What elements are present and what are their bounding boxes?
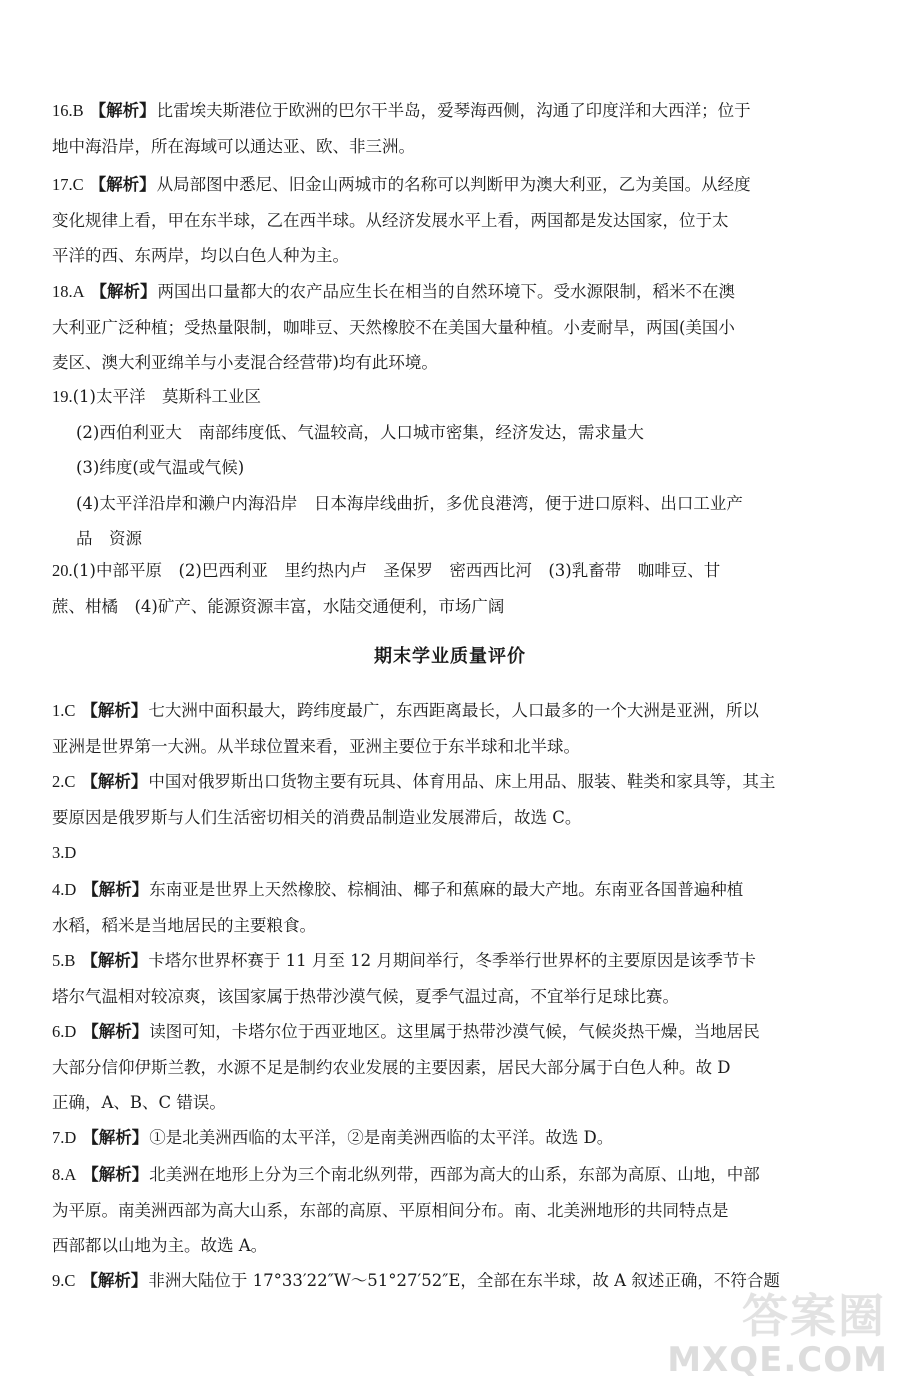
watermark-logo: 答案圈	[742, 1289, 886, 1343]
answer-text-line: (1)太平洋 莫斯科工业区	[72, 387, 261, 406]
answer-text-line: 比雷埃夫斯港位于欧洲的巴尔干半岛，爱琴海西侧，沟通了印度洋和大西洋；位于	[156, 101, 751, 120]
answer-text-line: 亚洲是世界第一大洲。从半球位置来看，亚洲主要位于东半球和北半球。	[52, 736, 580, 756]
answer-7	[52, 1120, 852, 1156]
answer-text-line: 为平原。南美洲西部为高大山系，东部的高原、平原相间分布。南、北美洲地形的共同特点是	[52, 1200, 729, 1220]
answer-text-line: 两国出口量都大的农产品应生长在相当的自然环境下。受水源限制，稻米不在澳	[157, 282, 736, 301]
answer-number: 4.D	[52, 880, 77, 899]
answer-text-line: 七大洲中面积最大，跨纬度最广，东西距离最长，人口最多的一个大洲是亚洲，所以	[148, 701, 759, 720]
answer-text-line: (2)西伯利亚大 南部纬度低、气温较高，人口城市密集，经济发达，需求量大	[76, 422, 644, 442]
answer-number: 19.	[52, 387, 73, 406]
answer-1	[52, 693, 852, 764]
answer-number: 16.B	[52, 101, 84, 120]
answer-6	[52, 1014, 852, 1121]
answer-text-line: 北美洲在地形上分为三个南北纵列带，西部为高大的山系，东部为高原、山地，中部	[149, 1165, 760, 1184]
answer-text-line: 品 资源	[76, 529, 142, 548]
answer-text-line: 地中海沿岸，所在海域可以通达亚、欧、非三洲。	[52, 136, 415, 156]
answer-text-line: 东南亚是世界上天然橡胶、棕榈油、椰子和蕉麻的最大产地。东南亚各国普遍种植	[149, 880, 744, 899]
answer-16	[52, 93, 852, 164]
answer-number: 17.C	[52, 175, 84, 194]
answer-text-line: ①是北美洲西临的太平洋，②是南美洲西临的太平洋。故选 D。	[149, 1128, 614, 1147]
answer-text-line: 从局部图中悉尼、旧金山两城市的名称可以判断甲为澳大利亚，乙为美国。从经度	[156, 175, 751, 194]
answer-text-line: (3)纬度(或气温或气候)	[76, 458, 245, 477]
answer-text-line: 平洋的西、东两岸，均以白色人种为主。	[52, 246, 349, 265]
answer-text-line: 非洲大陆位于 17°33′22″W～51°27′52″E，全部在东半球，故 A 叙述正确，不符合题	[148, 1271, 780, 1290]
answer-text-line: 读图可知，卡塔尔位于西亚地区。这里属于热带沙漠气候，气候炎热干燥，当地居民	[149, 1022, 760, 1041]
answer-20	[52, 553, 852, 624]
answer-number: 7.D	[52, 1128, 77, 1147]
analysis-tag: 【解析】	[89, 175, 156, 194]
answer-text-line: (4)太平洋沿岸和濑户内海沿岸 日本海岸线曲折，多优良港湾，便于进口原料、出口工业产	[76, 493, 743, 513]
answer-text-line: 卡塔尔世界杯赛于 11 月至 12 月期间举行，冬季举行世界杯的主要原因是该季节卡	[148, 951, 756, 970]
answer-text-line: 变化规律上看，甲在东半球，乙在西半球。从经济发展水平上看，两国都是发达国家，位于太	[52, 210, 729, 230]
analysis-tag: 【解析】	[81, 951, 148, 970]
answer-text-line: 大部分信仰伊斯兰教，水源不足是制约农业发展的主要因素，居民大部分属于白色人种。故 D	[52, 1057, 731, 1077]
analysis-tag: 【解析】	[82, 1128, 149, 1147]
answer-8	[52, 1157, 852, 1264]
answer-text-line: 西部都以山地为主。故选 A。	[52, 1236, 268, 1255]
answer-text-line: 麦区、澳大利亚绵羊与小麦混合经营带)均有此环境。	[52, 353, 438, 372]
analysis-tag: 【解析】	[90, 282, 157, 301]
analysis-tag: 【解析】	[89, 101, 156, 120]
answer-text-line: 水稻，稻米是当地居民的主要粮食。	[52, 915, 316, 935]
watermark	[667, 1276, 892, 1386]
analysis-tag: 【解析】	[82, 1022, 149, 1041]
answer-number: 8.A	[52, 1165, 77, 1184]
answer-number: 20.	[52, 561, 73, 580]
section-title: 期末学业质量评价	[374, 646, 526, 667]
analysis-tag: 【解析】	[81, 1271, 148, 1290]
answer-number: 18.A	[52, 282, 85, 301]
analysis-tag: 【解析】	[81, 701, 148, 720]
answer-number: 3.D	[52, 843, 77, 862]
answer-text-line: 要原因是俄罗斯与人们生活密切相关的消费品制造业发展滞后，故选 C。	[52, 807, 582, 827]
watermark-site: MXQE.COM	[667, 1340, 888, 1380]
answer-text-line: 中国对俄罗斯出口货物主要有玩具、体育用品、床上用品、服装、鞋类和家具等，其主	[148, 772, 776, 791]
answer-text-line: 蔗、柑橘 (4)矿产、能源资源丰富，水陆交通便利，市场广阔	[52, 596, 505, 616]
answer-18	[52, 274, 852, 381]
answer-number: 5.B	[52, 951, 76, 970]
answer-5	[52, 943, 852, 1014]
answer-19	[52, 379, 852, 557]
analysis-tag: 【解析】	[81, 772, 148, 791]
analysis-tag: 【解析】	[82, 1165, 149, 1184]
answer-text-line: 大利亚广泛种植；受热量限制，咖啡豆、天然橡胶不在美国大量种植。小麦耐旱，两国(美国小	[52, 317, 735, 337]
answer-2	[52, 764, 852, 835]
answer-4	[52, 872, 852, 943]
answer-text-line: 塔尔气温相对较凉爽，该国家属于热带沙漠气候，夏季气温过高，不宜举行足球比赛。	[52, 986, 679, 1006]
answer-number: 1.C	[52, 701, 76, 720]
answer-text-line: 正确，A、B、C 错误。	[52, 1093, 226, 1112]
answer-text-line: (1)中部平原 (2)巴西利亚 里约热内卢 圣保罗 密西西比河 (3)乳畜带 咖啡豆、甘	[72, 561, 721, 580]
analysis-tag: 【解析】	[82, 880, 149, 899]
answer-3	[52, 835, 852, 871]
answer-number: 6.D	[52, 1022, 77, 1041]
answer-17	[52, 167, 852, 274]
answer-number: 9.C	[52, 1271, 76, 1290]
answer-number: 2.C	[52, 772, 76, 791]
